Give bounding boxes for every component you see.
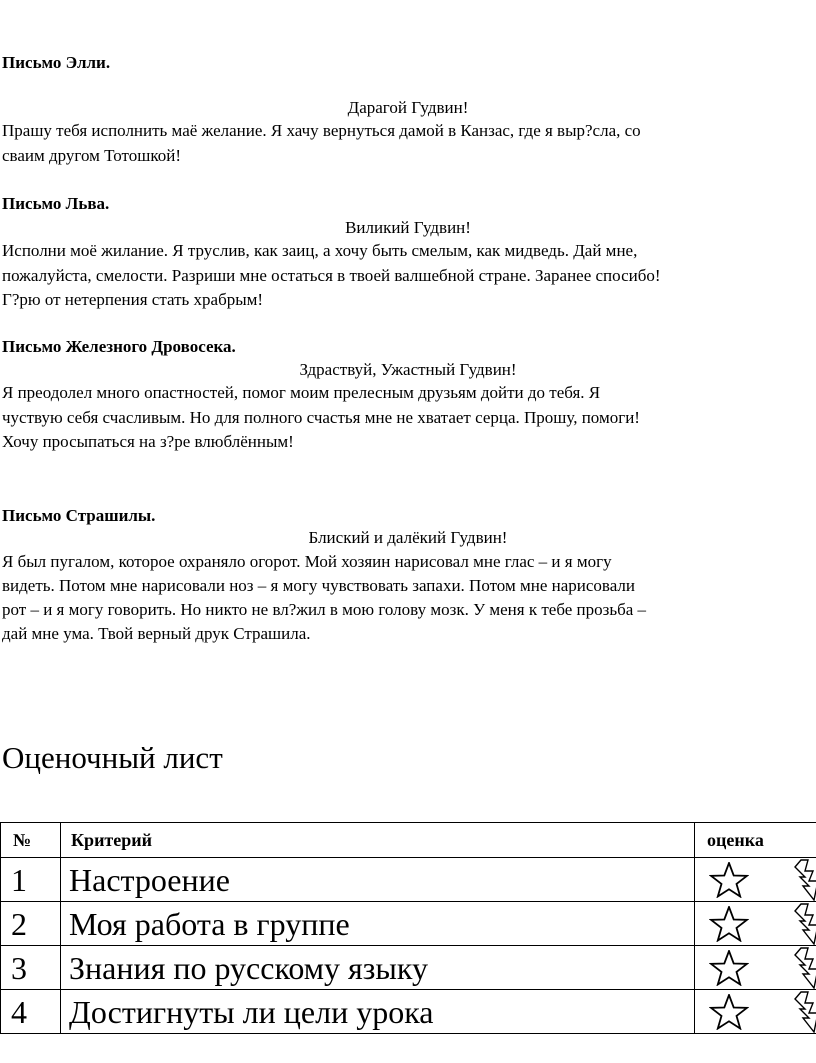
star-icon[interactable]	[709, 994, 749, 1030]
letter-line: Прашу тебя исполнить маё желание. Я хачу вернуться дамой в Канзас, где я выр?сла, со	[2, 121, 641, 140]
letter-line: чуствую себя счасливым. Но для полного счастья мне не хватает серца. Прошу, помоги!	[2, 408, 640, 427]
letter-line: дай мне ума. Твой верный друк Страшила.	[2, 624, 311, 643]
letter-title: Письмо Льва.	[2, 194, 110, 213]
row-criterion: Знания по русскому языку	[61, 946, 695, 990]
letter-greeting: Здраствуй, Ужастный Гудвин!	[299, 360, 517, 379]
star-icon[interactable]	[709, 950, 749, 986]
assessment-title: Оценочный лист	[2, 740, 223, 775]
star-icon[interactable]	[709, 862, 749, 898]
letter-line: Я преодолел много опастностей, помог моим прелесным друзьям дойти до тебя. Я	[2, 383, 601, 402]
letter-line: Исполни моё жилание. Я труслив, как заиц, а хочу быть смелым, как мидведь. Дай мне,	[2, 241, 638, 260]
grade-cell[interactable]	[695, 858, 816, 902]
letter-greeting: Блиский и далёкий Гудвин!	[308, 528, 508, 547]
letter-title: Письмо Элли.	[2, 53, 111, 72]
row-number: 1	[1, 858, 61, 902]
star-icon[interactable]	[709, 906, 749, 942]
assessment-table	[0, 822, 816, 1034]
lightning-bolt-icon[interactable]	[791, 903, 816, 945]
table-row	[1, 902, 816, 946]
table-header-row	[1, 823, 816, 858]
letter-line: Я был пугалом, которое охраняло огорот. Мой хозяин нарисовал мне глас – и я могу	[2, 552, 612, 571]
row-criterion: Моя работа в группе	[61, 902, 695, 946]
letter-line: видеть. Потом мне нарисовали ноз – я могу чувствовать запахи. Потом мне нарисовали	[2, 576, 636, 595]
letter-line: Хочу просыпаться на з?ре влюблённым!	[2, 432, 294, 451]
grade-cell[interactable]	[695, 902, 816, 946]
letter-line: Г?рю от нетерпения стать храбрым!	[2, 290, 264, 309]
row-criterion: Достигнуты ли цели урока	[61, 990, 695, 1034]
letter-greeting: Дарагой Гудвин!	[347, 98, 469, 117]
table-row	[1, 990, 816, 1034]
header-number: №	[1, 823, 61, 858]
grade-cell[interactable]	[695, 990, 816, 1034]
row-number: 4	[1, 990, 61, 1034]
letter-line: сваим другом Тотошкой!	[2, 146, 181, 165]
table-row	[1, 858, 816, 902]
grade-cell[interactable]	[695, 946, 816, 990]
table-row	[1, 946, 816, 990]
letter-line: пожалуйста, смелости. Разриши мне остаться в твоей валшебной стране. Заранее спосибо!	[2, 266, 661, 285]
header-grade: оценка	[695, 823, 816, 858]
letter-line: рот – и я могу говорить. Но никто не вл?жил в мою голову мозк. У меня к тебе прозьба –	[2, 600, 647, 619]
letter-title: Письмо Страшилы.	[2, 506, 156, 525]
lightning-bolt-icon[interactable]	[791, 947, 816, 989]
row-number: 3	[1, 946, 61, 990]
header-criterion: Критерий	[61, 823, 695, 858]
letter-greeting: Виликий Гудвин!	[345, 218, 471, 237]
row-number: 2	[1, 902, 61, 946]
letter-title: Письмо Железного Дровосека.	[2, 337, 236, 356]
lightning-bolt-icon[interactable]	[791, 991, 816, 1033]
lightning-bolt-icon[interactable]	[791, 859, 816, 901]
row-criterion: Настроение	[61, 858, 695, 902]
